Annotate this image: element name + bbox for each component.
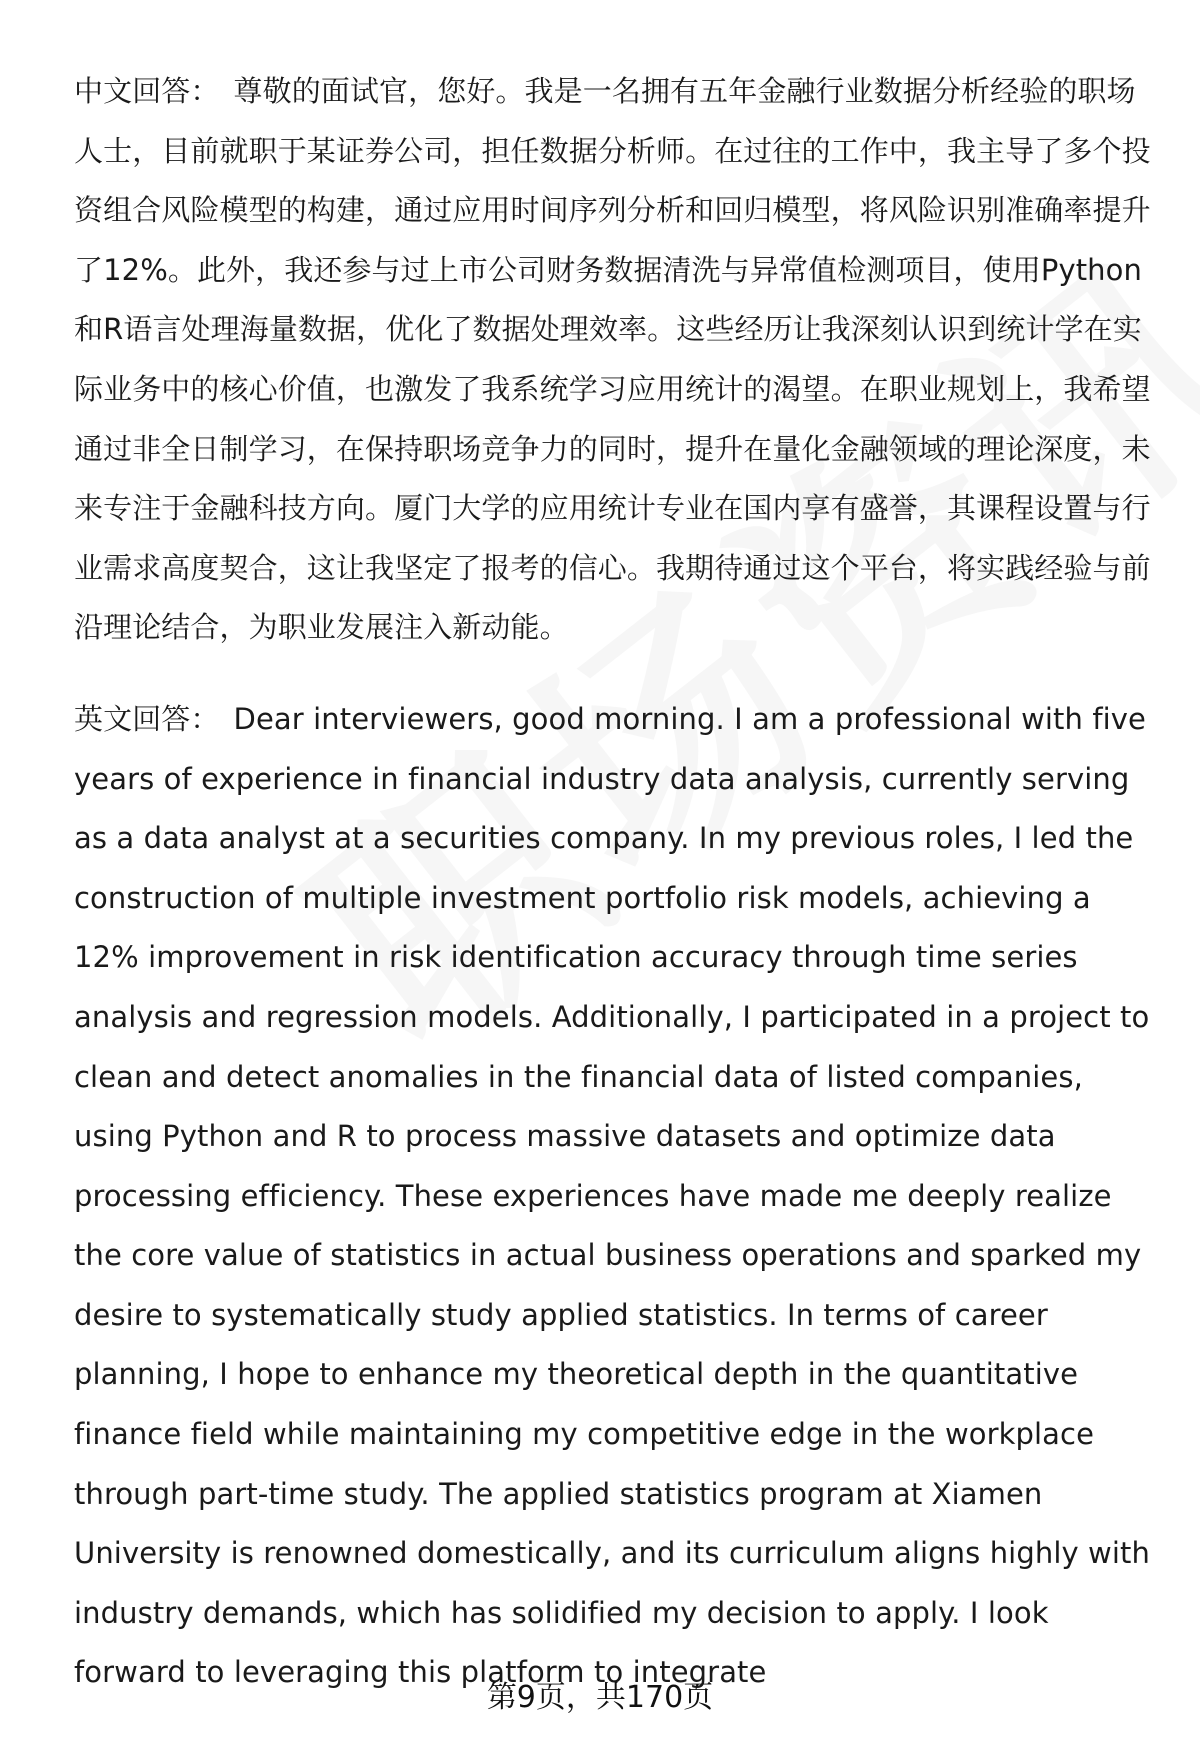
page-number-footer: 第9页，共170页 bbox=[486, 1680, 714, 1715]
chinese-answer-text: 尊敬的面试官，您好。我是一名拥有五年金融行业数据分析经验的职场人士，目前就职于某证券公司，担任数据分析师。在过往的工作中，我主导了多个投资组合风险模型的构建，通过应用时间序列分析和回归模型，将风险识别准确率提升了12%。此外，我还参与过上市公司财务数据清洗与异常值检测项目，使用Python和R语言处理海量数据，优化了数据处理效率。这些经历让我深刻认识到统计学在实际业务中的核心价值，也激发了我系统学习应用统计的渴望。在职业规划上，我希望通过非全日制学习，在保持职场竞争力的同时，提升在量化金融领域的理论深度，未来专注于金融科技方向。厦门大学的应用统计专业在国内享有盛誉，其课程设置与行业需求高度契合，这让我坚定了报考的信心。我期待通过这个平台，将实践经验与前沿理论结合，为职业发展注入新动能。 bbox=[74, 74, 1151, 645]
document-body bbox=[74, 62, 1159, 1703]
chinese-answer-label: 中文回答： bbox=[74, 74, 220, 108]
english-answer-label: 英文回答： bbox=[74, 701, 220, 736]
english-answer-paragraph bbox=[74, 690, 1159, 1703]
paragraph-gap bbox=[74, 658, 1159, 690]
chinese-answer-paragraph bbox=[74, 62, 1159, 658]
english-answer-text: Dear interviewers, good morning. I am a professional with five years of experience in financial industry data analysis, currently serving as a data analyst at a securities company. In my previous roles, I led the construction of multiple investment portfolio risk models, achieving a 12% improvement in risk identification accuracy through time series analysis and regression models. Additionally, I participated in a project to clean and detect anomalies in the financial data of listed companies, using Python and R to process massive datasets and optimize data processing efficiency. These experiences have made me deeply realize the core value of statistics in actual business operations and sparked my desire to systematically study applied statistics. In terms of career planning, I hope to enhance my theoretical depth in the quantitative finance field while maintaining my competitive edge in the workplace through part-time study. The applied statistics program at Xiamen University is renowned domestically, and its curriculum aligns highly with industry demands, which has solidified my decision to apply. I look forward to leveraging this platform to integrate bbox=[74, 701, 1150, 1690]
